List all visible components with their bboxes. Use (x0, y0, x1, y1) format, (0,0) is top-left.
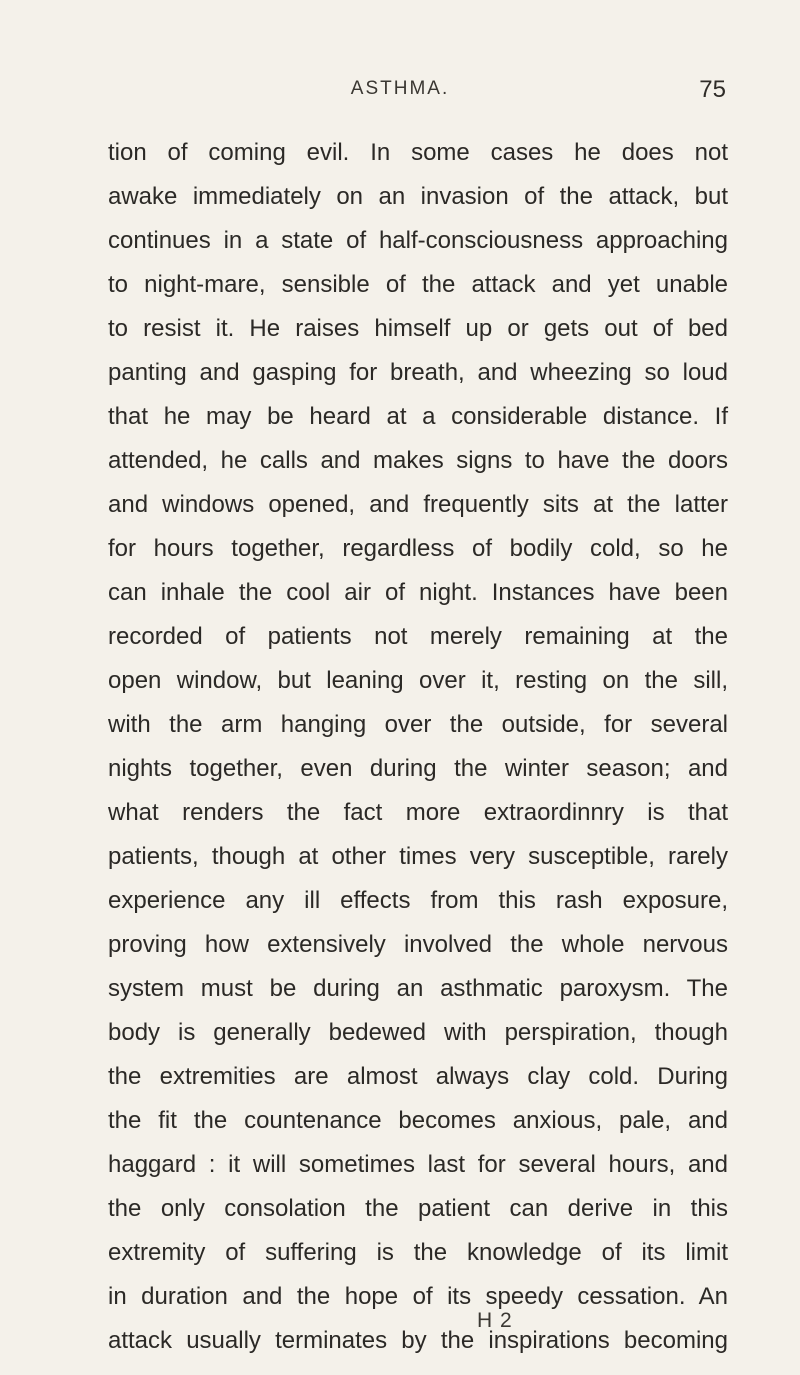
text-line: recorded of patients not merely remaining at the (108, 623, 728, 650)
text-line: experience any ill effects from this rash exposure, (108, 887, 728, 914)
text-line: can inhale the cool air of night. Instances have been (108, 579, 728, 606)
text-line: the fit the countenance becomes anxious, pale, and (108, 1107, 728, 1134)
text-line: that he may be heard at a considerable distance. If (108, 403, 728, 430)
text-line: with the arm hanging over the outside, for several (108, 711, 728, 738)
signature-mark: H 2 (477, 1309, 513, 1332)
text-line: to night-mare, sensible of the attack and yet unable (108, 271, 728, 298)
text-line: patients, though at other times very susceptible, rarely (108, 843, 728, 870)
text-line: attack usually terminates by the inspirations becoming (108, 1327, 728, 1354)
text-line: tion of coming evil. In some cases he does not (108, 139, 728, 166)
running-title: ASTHMA. (350, 78, 450, 99)
text-line: what renders the fact more extraordinnry is that (108, 799, 728, 826)
text-line: panting and gasping for breath, and wheezing so loud (108, 359, 728, 386)
text-line: continues in a state of half-consciousness approaching (108, 227, 728, 254)
text-line: to resist it. He raises himself up or gets out of bed (108, 315, 728, 342)
text-line: nights together, even during the winter season; and (108, 755, 728, 782)
text-line: haggard : it will sometimes last for several hours, and (108, 1151, 728, 1178)
text-line: body is generally bedewed with perspiration, though (108, 1019, 728, 1046)
text-line: in duration and the hope of its speedy cessation. An (108, 1283, 728, 1310)
text-line: extremity of suffering is the knowledge of its limit (108, 1239, 728, 1266)
text-line: the only consolation the patient can derive in this (108, 1195, 728, 1222)
text-line: proving how extensively involved the whole nervous (108, 931, 728, 958)
text-line: the extremities are almost always clay cold. During (108, 1063, 728, 1090)
text-line: awake immediately on an invasion of the attack, but (108, 183, 728, 210)
text-line: attended, he calls and makes signs to have the doors (108, 447, 728, 474)
page-number: 75 (699, 76, 726, 103)
running-head (0, 76, 800, 106)
text-line: open window, but leaning over it, resting on the sill, (108, 667, 728, 694)
text-line: and windows opened, and frequently sits at the latter (108, 491, 728, 518)
body-text (108, 134, 728, 1366)
text-line: system must be during an asthmatic paroxysm. The (108, 975, 728, 1002)
text-line: for hours together, regardless of bodily cold, so he (108, 535, 728, 562)
